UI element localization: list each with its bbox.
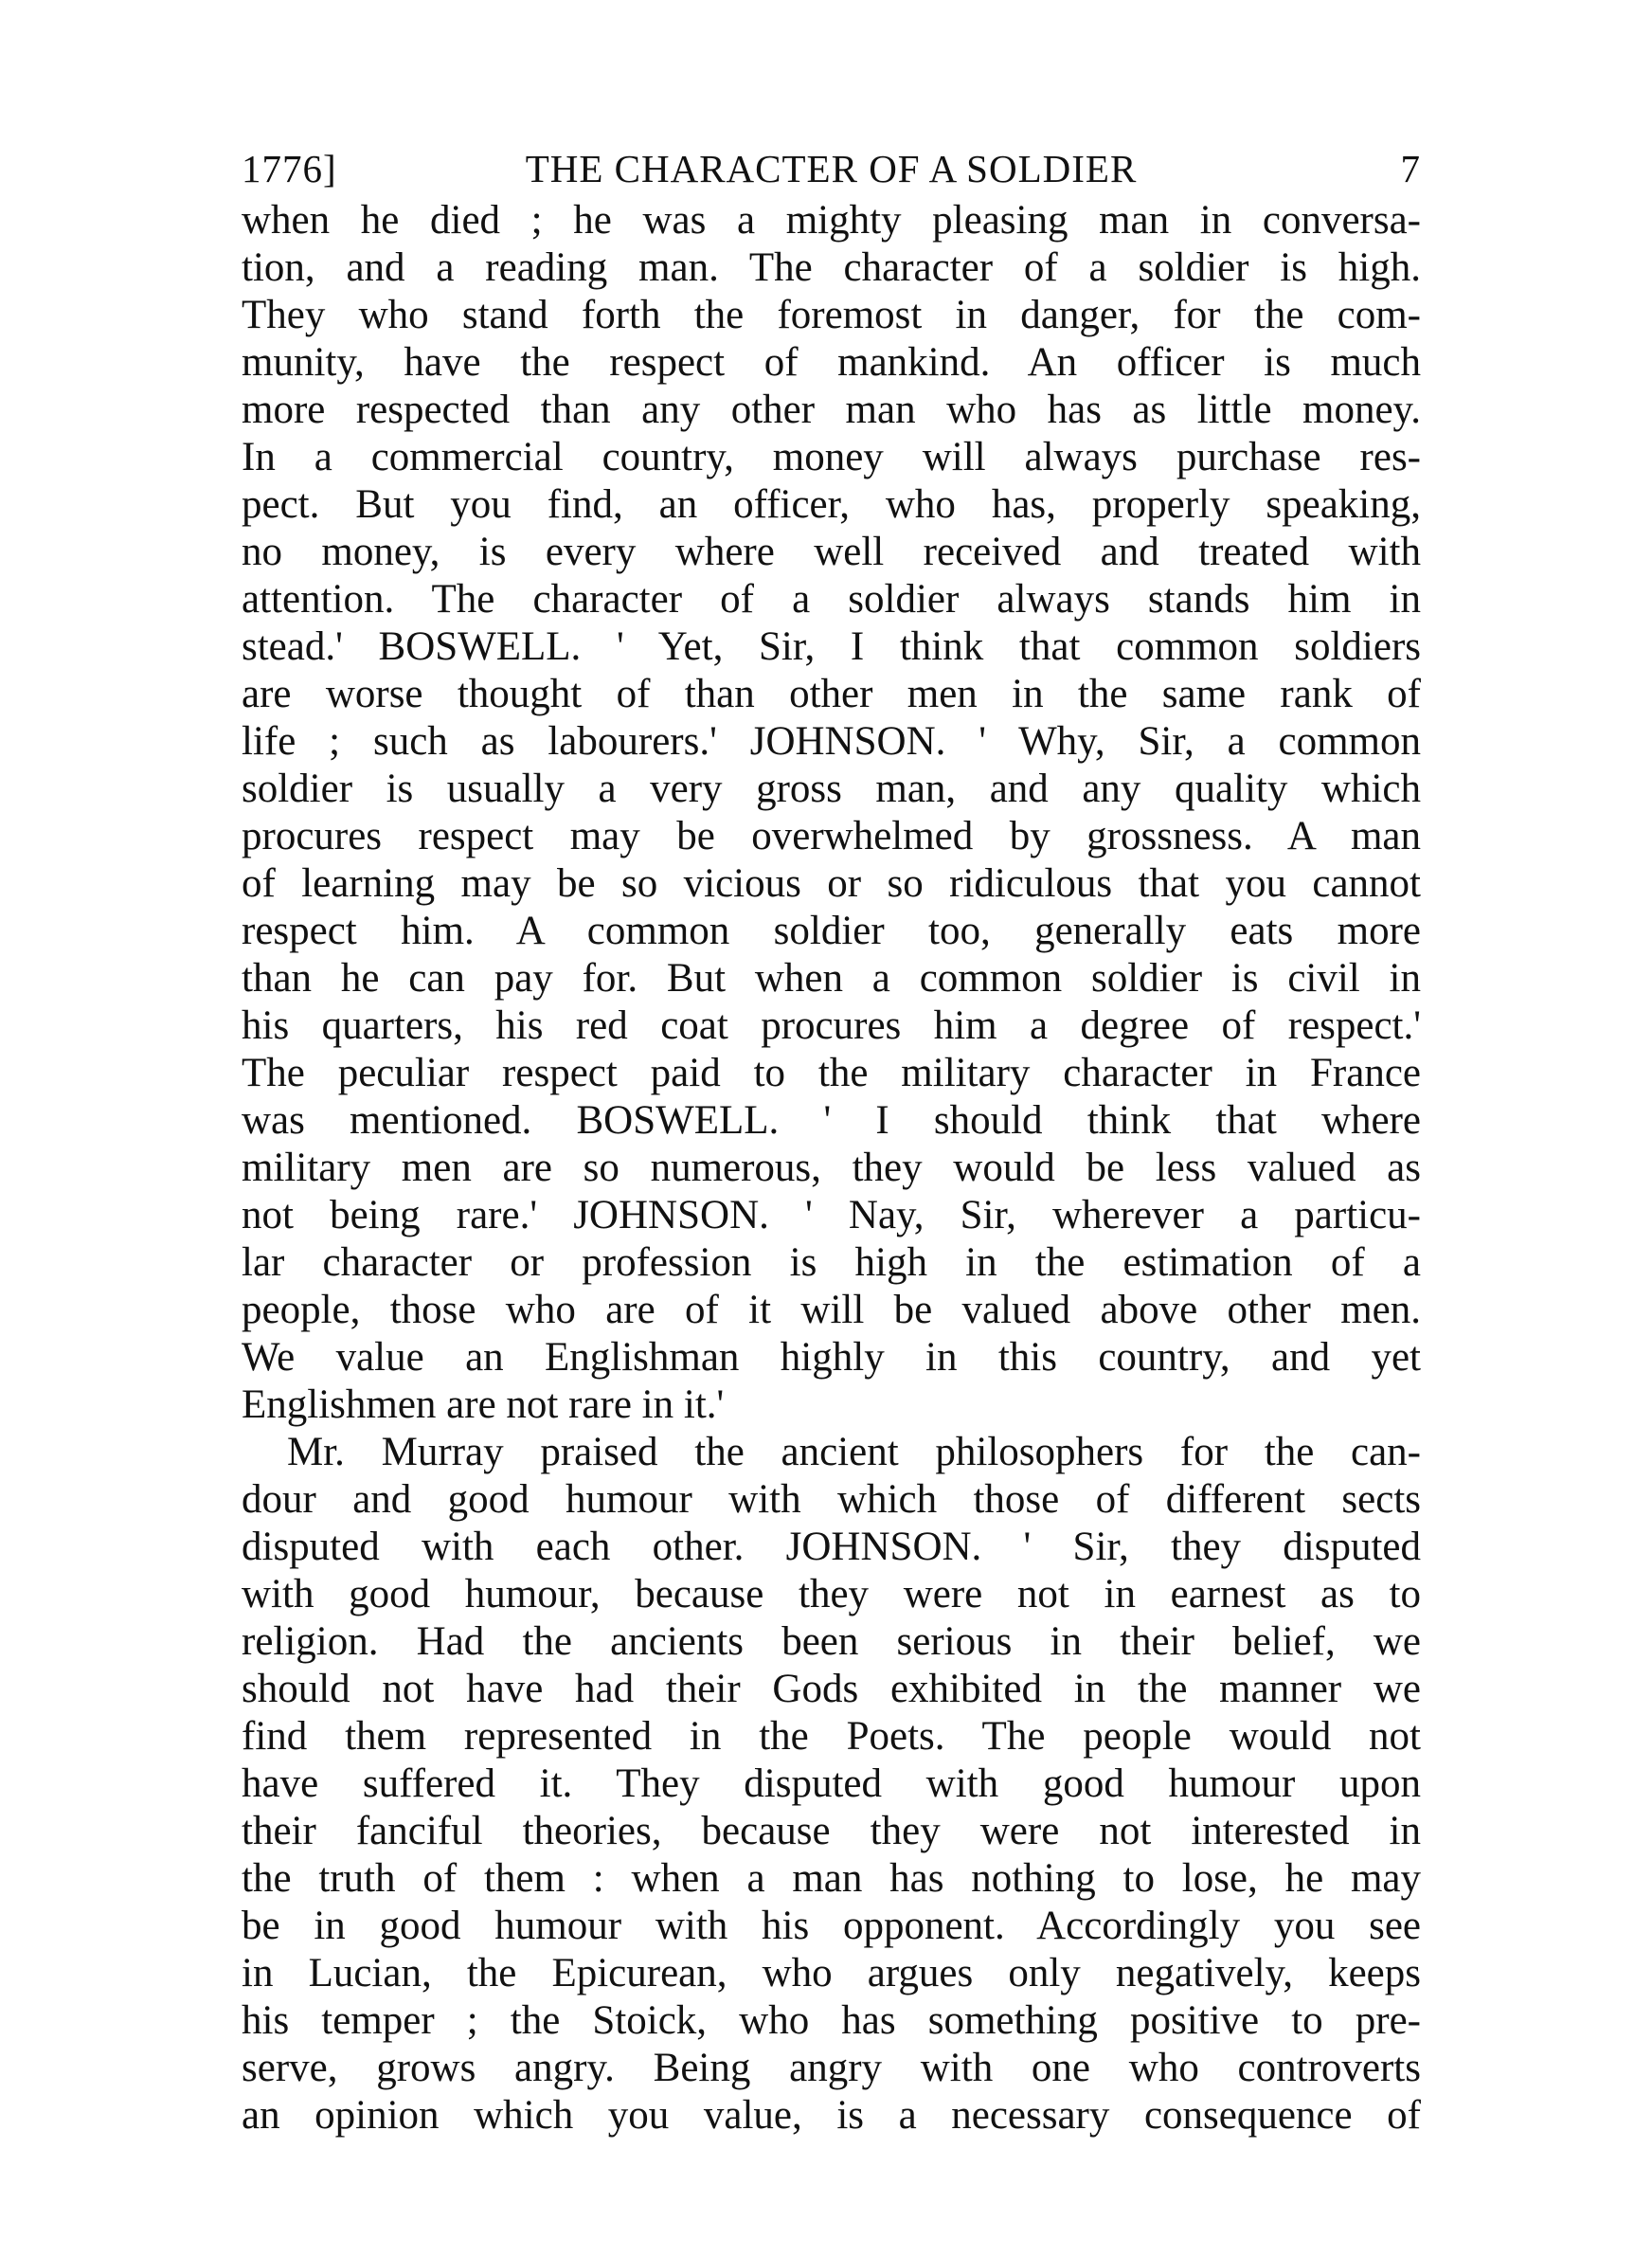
text-line: should not have had their Gods exhibited in the manner we — [242, 1667, 1421, 1711]
page-number: 7 — [1400, 147, 1421, 190]
text-line: more respected than any other man who has as little money. — [242, 388, 1421, 432]
text-line: Mr. Murray praised the ancient philosophers for the can- — [287, 1430, 1421, 1474]
text-line: They who stand forth the foremost in danger, for the com- — [242, 293, 1421, 337]
text-line: munity, have the respect of mankind. An officer is much — [242, 340, 1421, 385]
text-line: procures respect may be overwhelmed by grossness. A man — [242, 814, 1421, 858]
text-line: find them represented in the Poets. The people would not — [242, 1714, 1421, 1759]
text-line: when he died ; he was a mighty pleasing man in conversa- — [242, 198, 1421, 243]
book-page — [242, 142, 1421, 2140]
text-line: not being rare.' JOHNSON. ' Nay, Sir, wherever a particu- — [242, 1193, 1421, 1237]
text-line: have suffered it. They disputed with good humour upon — [242, 1761, 1421, 1806]
text-line: The peculiar respect paid to the military character in France — [242, 1051, 1421, 1095]
text-line: pect. But you find, an officer, who has, properly speaking, — [242, 482, 1421, 527]
text-line: tion, and a reading man. The character of a soldier is high. — [242, 245, 1421, 290]
text-line: In a commercial country, money will always purchase res- — [242, 435, 1421, 479]
text-line: an opinion which you value, is a necessary consequence of — [242, 2093, 1421, 2138]
text-line: religion. Had the ancients been serious in their belief, we — [242, 1619, 1421, 1664]
text-line: disputed with each other. JOHNSON. ' Sir, they disputed — [242, 1525, 1421, 1569]
text-line: their fanciful theories, because they were not interested in — [242, 1809, 1421, 1853]
text-line: with good humour, because they were not in earnest as to — [242, 1572, 1421, 1616]
text-line: his temper ; the Stoick, who has something positive to pre- — [242, 1998, 1421, 2043]
text-line: stead.' BOSWELL. ' Yet, Sir, I think that common soldiers — [242, 624, 1421, 669]
running-head-title: THE CHARACTER OF A SOLDIER — [525, 147, 1138, 190]
text-line: serve, grows angry. Being angry with one who controverts — [242, 2046, 1421, 2090]
text-line: attention. The character of a soldier always stands him in — [242, 577, 1421, 622]
text-line: be in good humour with his opponent. Accordingly you see — [242, 1904, 1421, 1948]
text-line: dour and good humour with which those of different sects — [242, 1477, 1421, 1522]
text-line: his quarters, his red coat procures him a degree of respect.' — [242, 1003, 1421, 1048]
text-line: respect him. A common soldier too, generally eats more — [242, 909, 1421, 953]
text-line: was mentioned. BOSWELL. ' I should think that where — [242, 1098, 1421, 1143]
text-line: life ; such as labourers.' JOHNSON. ' Why, Sir, a common — [242, 719, 1421, 764]
text-line: than he can pay for. But when a common soldier is civil in — [242, 956, 1421, 1001]
text-line: people, those who are of it will be valued above other men. — [242, 1288, 1421, 1332]
text-line: of learning may be so vicious or so ridiculous that you cannot — [242, 861, 1421, 906]
text-line: lar character or profession is high in the estimation of a — [242, 1240, 1421, 1285]
body-text — [242, 197, 1421, 2140]
text-line: military men are so numerous, they would be less valued as — [242, 1146, 1421, 1190]
text-line: soldier is usually a very gross man, and any quality which — [242, 767, 1421, 811]
text-line: in Lucian, the Epicurean, who argues only negatively, keeps — [242, 1951, 1421, 1995]
text-line: Englishmen are not rare in it.' — [242, 1382, 725, 1427]
running-head — [242, 142, 1421, 195]
text-line: are worse thought of than other men in the same rank of — [242, 672, 1421, 716]
running-head-year: 1776] — [242, 147, 337, 190]
text-line: no money, is every where well received and treated with — [242, 530, 1421, 574]
text-line: the truth of them : when a man has nothing to lose, he may — [242, 1856, 1421, 1901]
text-line: We value an Englishman highly in this country, and yet — [242, 1335, 1421, 1380]
